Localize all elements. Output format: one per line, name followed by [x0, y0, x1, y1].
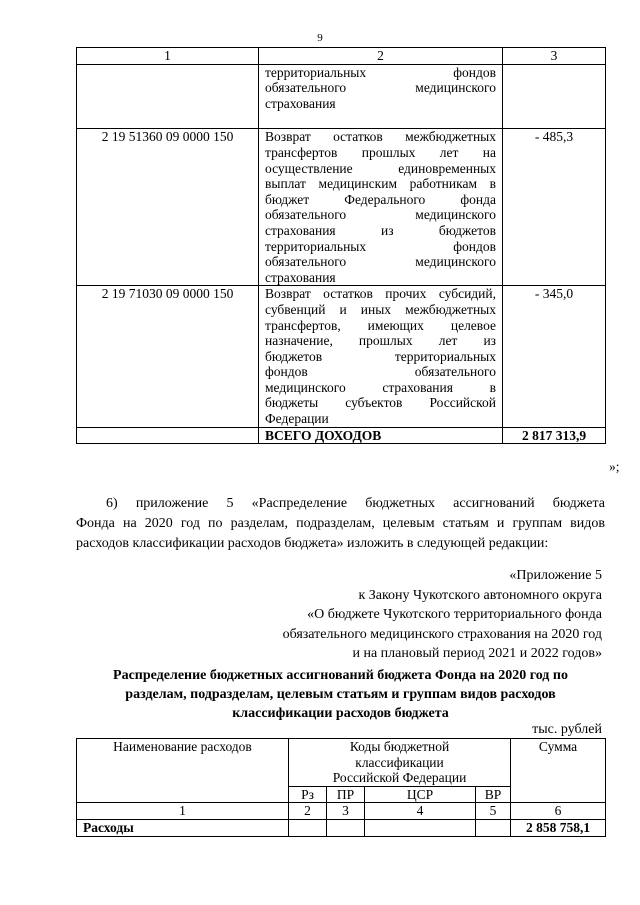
- col-number: 2: [289, 803, 327, 820]
- col-number: 5: [476, 803, 511, 820]
- row-name-line: страхования из бюджетов: [265, 222, 496, 238]
- appendix-header: [202, 566, 602, 664]
- codes-header-line: классификации: [355, 754, 444, 770]
- row-name-line: трансфертов, имеющих целевое: [265, 317, 496, 333]
- total-label: ВСЕГО ДОХОДОВ: [259, 427, 503, 444]
- title-line: классификации расходов бюджета: [232, 706, 449, 721]
- expenses-table: [76, 738, 606, 837]
- sub-pr: ПР: [327, 786, 365, 803]
- total-row: [77, 427, 606, 444]
- table-closing-quote: »;: [609, 459, 620, 474]
- col-number: 4: [365, 803, 476, 820]
- row-name-line: обязательного медицинского: [265, 207, 496, 223]
- title-line: Распределение бюджетных ассигнований бюджета Фонда на 2020 год по: [113, 668, 568, 683]
- appendix-line: к Закону Чукотского автономного округа: [358, 587, 602, 603]
- row-sum: [503, 64, 606, 129]
- row-name-line: осуществление единовременных: [265, 160, 496, 176]
- paragraph-line: 6) приложение 5 «Распределение бюджетных ассигнований бюджета: [106, 496, 605, 511]
- paragraph-line: Фонда на 2020 год по разделам, подразделам, целевым статьям и группам видов: [76, 516, 605, 531]
- row-code: 2 19 71030 09 0000 150: [77, 286, 259, 427]
- appendix-line: «Приложение 5: [509, 568, 602, 583]
- row-name-line: бюджеты субъектов Российской: [265, 395, 496, 411]
- row-name-line: Федерации: [265, 411, 329, 427]
- row-name-line: фондов обязательного: [265, 364, 496, 380]
- row-name-line: обязательного медицинского: [265, 254, 496, 270]
- row-name-line: бюджетов территориальных: [265, 348, 496, 364]
- header-row: [77, 739, 606, 787]
- row-name: [259, 286, 503, 427]
- amendment-paragraph: [76, 494, 605, 554]
- row-sum: - 485,3: [503, 129, 606, 286]
- row-code: [77, 64, 259, 129]
- table-row: [77, 129, 606, 286]
- expense-pr: [327, 819, 365, 836]
- units-label: тыс. рублей: [532, 722, 602, 737]
- row-name-line: страхования: [265, 269, 336, 285]
- row-sum: - 345,0: [503, 286, 606, 427]
- codes-header-line: Коды бюджетной: [349, 739, 450, 754]
- col-number: 3: [327, 803, 365, 820]
- expense-name: Расходы: [77, 819, 289, 836]
- expense-rz: [289, 819, 327, 836]
- sub-vr: ВР: [476, 786, 511, 803]
- expense-sum: 2 858 758,1: [511, 819, 606, 836]
- col-number: 6: [511, 803, 606, 820]
- col-codes-header: [289, 739, 511, 787]
- header-col-1: 1: [77, 48, 259, 65]
- expense-csr: [365, 819, 476, 836]
- row-name-line: территориальных фондов: [265, 64, 496, 80]
- total-code: [77, 427, 259, 444]
- appendix-line: обязательного медицинского страхования на 2020 год: [282, 626, 602, 642]
- row-name-line: назначение, прошлых лет из: [265, 333, 496, 349]
- row-name-line: страхования: [265, 95, 336, 111]
- title-line: разделам, подразделам, целевым статьям и группам видов расходов: [125, 687, 556, 702]
- row-name: [259, 129, 503, 286]
- expense-vr: [476, 819, 511, 836]
- appendix-line: и на плановый период 2021 и 2022 годов»: [352, 646, 602, 662]
- table-row: [77, 286, 606, 427]
- row-name-line: Возврат остатков межбюджетных: [265, 129, 496, 145]
- header-col-2: 2: [259, 48, 503, 65]
- row-name-line: субвенций и иных межбюджетных: [265, 301, 496, 317]
- row-name-line: бюджет Федерального фонда: [265, 191, 496, 207]
- header-col-3: 3: [503, 48, 606, 65]
- row-name-line: территориальных фондов: [265, 238, 496, 254]
- row-name-line: Возврат остатков прочих субсидий,: [265, 286, 496, 302]
- number-row: [77, 803, 606, 820]
- col-sum-header: Сумма: [511, 739, 606, 803]
- revenue-table: [76, 47, 606, 444]
- sub-csr: ЦСР: [365, 786, 476, 803]
- paragraph-line: расходов классификации расходов бюджета» изложить в следующей редакции:: [76, 536, 549, 551]
- table-row: [77, 64, 606, 129]
- row-name-line: медицинского страхования в: [265, 379, 496, 395]
- row-name-line: трансфертов прошлых лет на: [265, 144, 496, 160]
- row-name-line: обязательного медицинского: [265, 80, 496, 96]
- appendix-line: «О бюджете Чукотского территориального фонда: [307, 607, 602, 623]
- codes-header-line: Российской Федерации: [332, 770, 467, 786]
- col-number: 1: [77, 803, 289, 820]
- page-number: 9: [317, 32, 323, 44]
- row-name: [259, 64, 503, 129]
- col-name-header: Наименование расходов: [77, 739, 289, 803]
- section-title: [76, 666, 605, 723]
- row-name-line: выплат медицинским работникам в: [265, 176, 496, 192]
- row-code: 2 19 51360 09 0000 150: [77, 129, 259, 286]
- table-header-row: [77, 48, 606, 65]
- total-value: 2 817 313,9: [503, 427, 606, 444]
- table-row: [77, 819, 606, 836]
- sub-rz: Рз: [289, 786, 327, 803]
